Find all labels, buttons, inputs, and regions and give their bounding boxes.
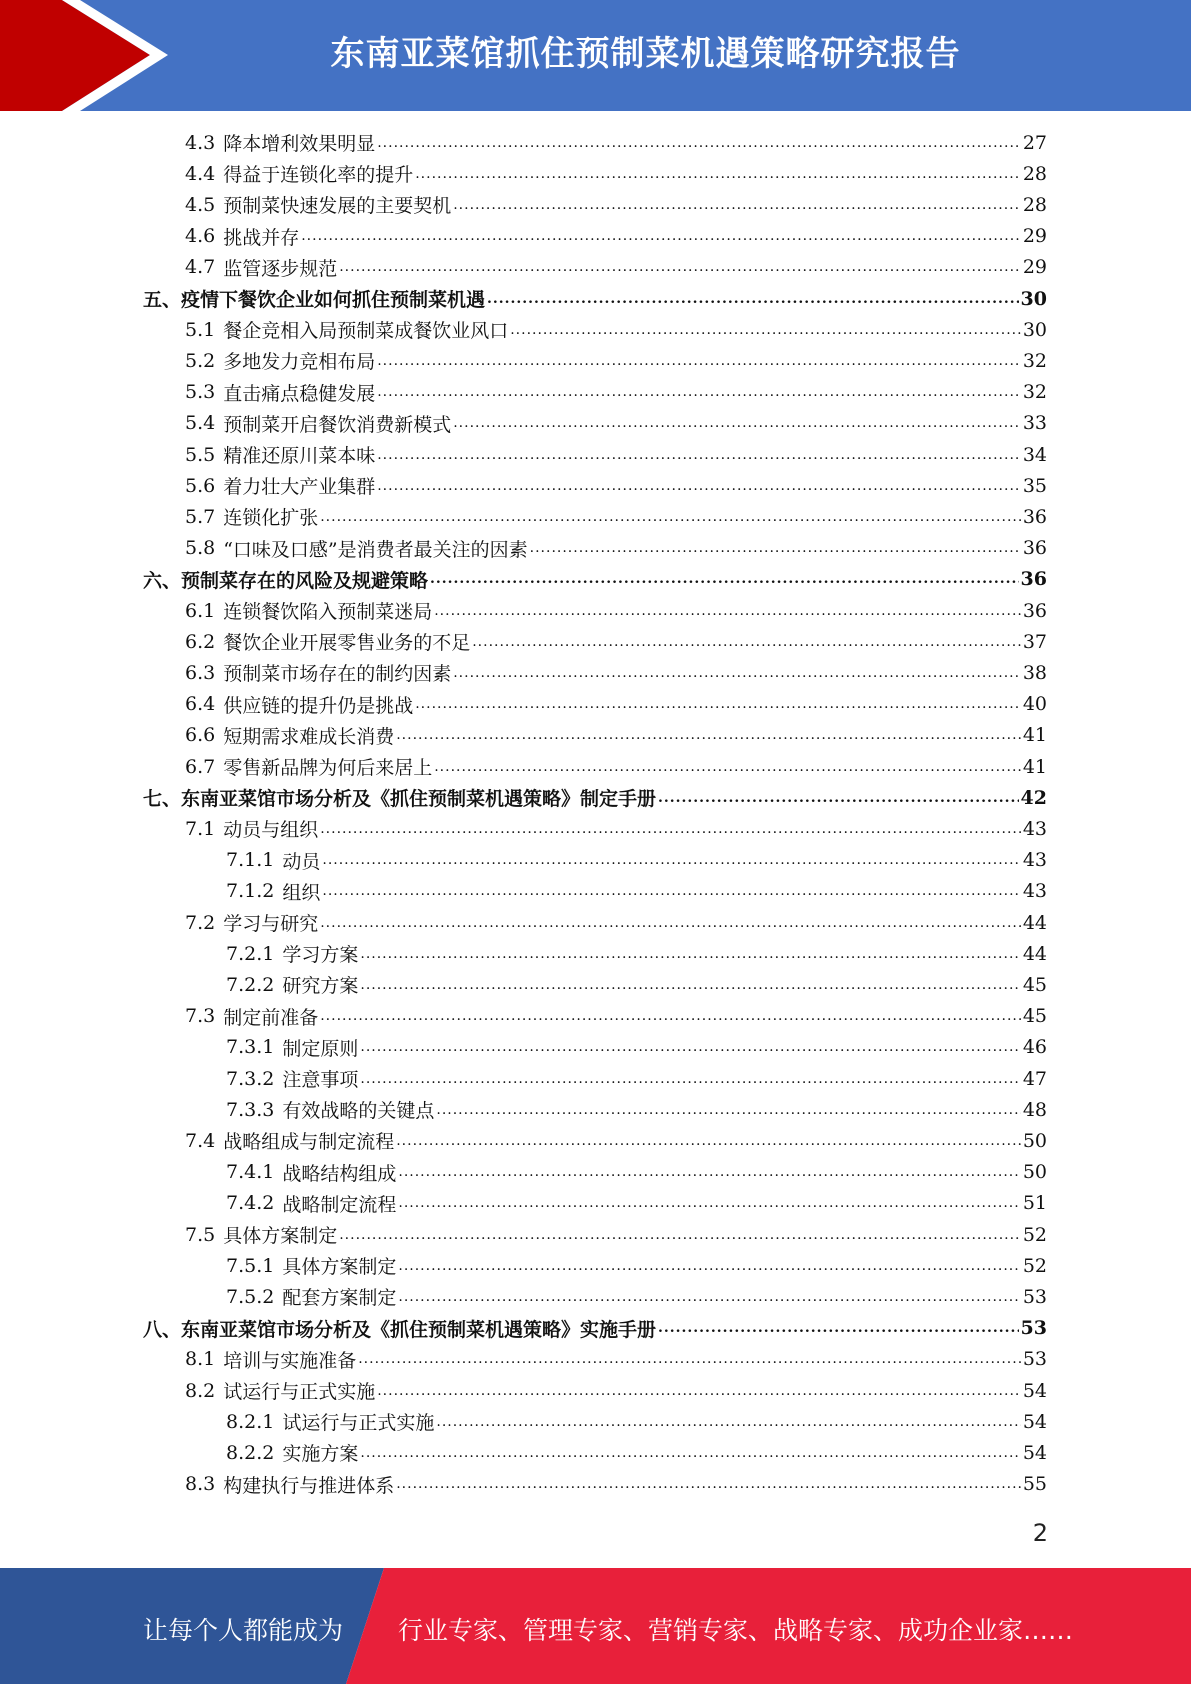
toc-entry[interactable] <box>185 1219 1047 1250</box>
toc-entry-number: 4.6 <box>185 225 216 248</box>
toc-entry[interactable] <box>185 1125 1047 1156</box>
toc-entry-number: 7.3 <box>185 1005 216 1028</box>
toc-entry[interactable] <box>185 470 1047 501</box>
toc-entry-page: 28 <box>1022 162 1047 185</box>
toc-entry-number: 5.2 <box>185 349 216 372</box>
toc-leader-dots <box>301 226 1021 246</box>
toc-leader-dots <box>396 1474 1021 1494</box>
toc-entry-title: 监管逐步规范 <box>223 257 338 280</box>
toc-entry-number: 6.7 <box>185 755 216 778</box>
toc-entry[interactable] <box>226 1094 1047 1125</box>
toc-entry[interactable] <box>185 626 1047 657</box>
toc-entry[interactable] <box>226 1437 1047 1468</box>
toc-entry-page: 36 <box>1020 568 1047 591</box>
toc-entry-number: 7.4 <box>185 1129 216 1152</box>
toc-leader-dots <box>658 1318 1019 1338</box>
toc-entry-page: 48 <box>1022 1098 1047 1121</box>
toc-leader-dots <box>436 1412 1020 1432</box>
toc-entry-page: 32 <box>1022 381 1047 404</box>
toc-entry[interactable] <box>185 252 1047 283</box>
toc-entry-title: 零售新品牌为何后来居上 <box>223 757 433 779</box>
footer-slogan-right: 行业专家、管理专家、营销专家、战略专家、成功企业家…… <box>398 1616 1074 1645</box>
toc-entry-title: 降本增利效果明显 <box>223 133 376 155</box>
toc-entry-page: 45 <box>1022 973 1047 996</box>
toc-entry-number: 5.6 <box>185 474 216 497</box>
toc-entry-page: 35 <box>1022 474 1047 497</box>
toc-leader-dots <box>510 320 1021 340</box>
toc-entry-page: 30 <box>1020 287 1047 310</box>
toc-entry-number: 7.3.2 <box>226 1067 275 1090</box>
toc-entry-number: 7.3.3 <box>226 1098 275 1121</box>
toc-entry-title: 学习方案 <box>282 944 359 967</box>
toc-entry-title: 七、东南亚菜馆市场分析及《抓住预制菜机遇策略》制定手册 <box>143 788 657 811</box>
toc-entry-title: 五、疫情下餐饮企业如何抓住预制菜机遇 <box>143 289 486 311</box>
toc-entry-number: 7.2 <box>185 911 216 934</box>
toc-entry-number: 7.2.2 <box>226 973 275 996</box>
toc-entry-title: 预制菜快速发展的主要契机 <box>223 195 452 218</box>
toc-entry-number: 8.3 <box>185 1473 216 1496</box>
toc-entry-number: 5.3 <box>185 381 216 404</box>
toc-entry-page: 28 <box>1022 193 1047 216</box>
toc-entry[interactable] <box>185 1001 1047 1032</box>
toc-entry[interactable] <box>185 751 1047 782</box>
toc-entry-title: 实施方案 <box>282 1443 359 1466</box>
toc-leader-dots <box>415 694 1021 714</box>
toc-entry-title: 八、东南亚菜馆市场分析及《抓住预制菜机遇策略》实施手册 <box>143 1318 657 1341</box>
toc-entry-title: 试运行与正式实施 <box>282 1412 435 1435</box>
toc-entry-title: 学习与研究 <box>223 913 319 935</box>
toc-entry[interactable] <box>185 221 1047 252</box>
toc-entry-number: 6.2 <box>185 630 216 653</box>
page-footer <box>0 1568 1191 1684</box>
toc-entry-page: 53 <box>1020 1317 1047 1340</box>
toc-leader-dots <box>453 195 1021 215</box>
toc-leader-dots <box>434 757 1021 777</box>
toc-entry[interactable] <box>185 127 1047 158</box>
toc-leader-dots <box>415 164 1021 184</box>
toc-entry-page: 41 <box>1022 755 1047 778</box>
toc-entry[interactable] <box>226 1281 1047 1312</box>
toc-leader-dots <box>398 1256 1020 1276</box>
toc-entry-title: 餐饮企业开展零售业务的不足 <box>223 632 471 655</box>
toc-entry[interactable] <box>185 813 1047 844</box>
toc-entry-page: 36 <box>1022 505 1047 528</box>
toc-entry[interactable] <box>185 533 1047 564</box>
toc-entry[interactable] <box>226 1032 1047 1063</box>
toc-entry-number: 4.4 <box>185 162 216 185</box>
toc-entry[interactable] <box>226 876 1047 907</box>
toc-leader-dots <box>358 1349 1021 1369</box>
toc-entry-title: 动员 <box>282 850 321 873</box>
toc-entry-page: 52 <box>1022 1223 1047 1246</box>
toc-entry-title: 试运行与正式实施 <box>223 1381 376 1403</box>
toc-entry[interactable] <box>226 938 1047 969</box>
toc-entry-page: 30 <box>1022 318 1047 341</box>
toc-entry-title: 组织 <box>282 881 321 904</box>
toc-leader-dots <box>339 257 1021 277</box>
toc-entry-page: 54 <box>1022 1441 1047 1464</box>
toc-entry[interactable] <box>226 1157 1047 1188</box>
toc-leader-dots <box>360 1037 1020 1057</box>
toc-entry-page: 29 <box>1022 225 1047 248</box>
toc-entry[interactable] <box>185 720 1047 751</box>
toc-entry-page: 37 <box>1022 630 1047 653</box>
page-number: 2 <box>1032 1519 1048 1547</box>
toc-leader-dots <box>360 944 1020 964</box>
toc-leader-dots <box>396 1131 1021 1151</box>
toc-entry[interactable] <box>185 158 1047 189</box>
toc-entry[interactable] <box>226 845 1047 876</box>
toc-entry-number: 7.1.2 <box>226 880 275 903</box>
toc-entry-title: 具体方案制定 <box>282 1256 397 1279</box>
toc-entry-number: 6.3 <box>185 661 216 684</box>
toc-entry-page: 52 <box>1022 1254 1047 1277</box>
toc-entry-number: 5.7 <box>185 505 216 528</box>
toc-entry-title: “口味及口感”是消费者最关注的因素 <box>223 538 528 561</box>
toc-entry-page: 40 <box>1022 693 1047 716</box>
toc-entry-title: 注意事项 <box>282 1069 359 1091</box>
toc-entry-page: 46 <box>1022 1036 1047 1059</box>
toc-leader-dots <box>398 1193 1020 1213</box>
toc-leader-dots <box>472 632 1021 652</box>
toc-entry-number: 7.1 <box>185 817 216 840</box>
toc-entry-page: 44 <box>1022 911 1047 934</box>
toc-entry-number: 7.4.1 <box>226 1161 275 1184</box>
toc-entry[interactable] <box>143 564 1047 595</box>
footer-slogan-left: 让每个人都能成为 <box>143 1616 344 1645</box>
toc-leader-dots <box>320 913 1021 933</box>
toc-entry-title: 着力壮大产业集群 <box>223 476 376 499</box>
toc-entry-number: 8.2.2 <box>226 1441 275 1464</box>
toc-entry-page: 54 <box>1022 1410 1047 1433</box>
toc-entry-page: 43 <box>1022 880 1047 903</box>
toc-leader-dots <box>322 850 1020 870</box>
toc-leader-dots <box>453 663 1021 683</box>
toc-entry-number: 4.5 <box>185 193 216 216</box>
toc-entry-number: 7.2.1 <box>226 942 275 965</box>
toc-entry-page: 36 <box>1022 599 1047 622</box>
toc-entry-page: 32 <box>1022 349 1047 372</box>
toc-leader-dots <box>436 1100 1020 1120</box>
toc-entry-title: 制定原则 <box>282 1037 359 1060</box>
toc-entry-page: 33 <box>1022 412 1047 435</box>
toc-entry-title: 短期需求难成长消费 <box>223 725 395 748</box>
toc-leader-dots <box>658 788 1019 808</box>
toc-entry-title: 制定前准备 <box>223 1006 319 1029</box>
toc-entry-number: 7.5.1 <box>226 1254 275 1277</box>
toc-entry-number: 5.5 <box>185 443 216 466</box>
toc-entry-page: 38 <box>1022 661 1047 684</box>
toc-leader-dots <box>377 445 1021 465</box>
toc-entry[interactable] <box>226 1406 1047 1437</box>
toc-entry[interactable] <box>185 689 1047 720</box>
toc-entry[interactable] <box>185 657 1047 688</box>
toc-leader-dots <box>320 819 1021 839</box>
toc-entry-number: 7.3.1 <box>226 1036 275 1059</box>
toc-entry[interactable] <box>143 283 1047 314</box>
document-title: 东南亚菜馆抓住预制菜机遇策略研究报告 <box>330 34 961 74</box>
toc-leader-dots <box>360 975 1020 995</box>
toc-entry[interactable] <box>185 907 1047 938</box>
toc-entry-page: 43 <box>1022 849 1047 872</box>
toc-entry-page: 29 <box>1022 256 1047 279</box>
toc-leader-dots <box>377 476 1021 496</box>
toc-entry-title: 构建执行与推进体系 <box>223 1474 395 1497</box>
toc-entry[interactable] <box>185 408 1047 439</box>
toc-entry-number: 5.1 <box>185 318 216 341</box>
toc-entry[interactable] <box>226 969 1047 1000</box>
toc-entry-number: 7.1.1 <box>226 849 275 872</box>
toc-entry-number: 6.4 <box>185 693 216 716</box>
toc-entry[interactable] <box>226 1250 1047 1281</box>
toc-entry-number: 8.1 <box>185 1348 216 1371</box>
toc-entry-title: 预制菜市场存在的制约因素 <box>223 663 452 686</box>
toc-entry-title: 预制菜开启餐饮消费新模式 <box>223 413 452 436</box>
toc-entry-page: 55 <box>1022 1473 1047 1496</box>
toc-leader-dots <box>398 1162 1020 1182</box>
toc-leader-dots <box>430 569 1019 589</box>
toc-entry-page: 50 <box>1022 1129 1047 1152</box>
toc-entry[interactable] <box>143 782 1047 813</box>
toc-entry[interactable] <box>185 345 1047 376</box>
toc-entry-title: 供应链的提升仍是挑战 <box>223 694 414 717</box>
toc-leader-dots <box>360 1069 1020 1089</box>
toc-entry-title: 动员与组织 <box>223 819 319 842</box>
toc-entry-title: 有效战略的关键点 <box>282 1100 435 1123</box>
toc-entry-page: 53 <box>1022 1348 1047 1371</box>
toc-entry-title: 餐企竞相入局预制菜成餐饮业风口 <box>223 320 509 343</box>
toc-entry[interactable] <box>185 189 1047 220</box>
toc-leader-dots <box>434 601 1021 621</box>
toc-entry-page: 27 <box>1022 131 1047 154</box>
toc-entry-number: 7.5.2 <box>226 1285 275 1308</box>
toc-entry-number: 5.8 <box>185 537 216 560</box>
toc-entry-page: 42 <box>1020 786 1047 809</box>
toc-entry[interactable] <box>226 1063 1047 1094</box>
toc-leader-dots <box>530 538 1021 558</box>
toc-entry-page: 50 <box>1022 1161 1047 1184</box>
toc-entry[interactable] <box>185 1469 1047 1500</box>
toc-entry[interactable] <box>185 595 1047 626</box>
toc-entry[interactable] <box>185 1344 1047 1375</box>
toc-entry-title: 多地发力竞相布局 <box>223 351 376 374</box>
toc-entry-title: 连锁化扩张 <box>223 507 319 530</box>
toc-entry-number: 6.1 <box>185 599 216 622</box>
toc-entry-title: 得益于连锁化率的提升 <box>223 164 414 187</box>
toc-entry-page: 47 <box>1022 1067 1047 1090</box>
toc-leader-dots <box>377 133 1021 153</box>
toc-entry-title: 六、预制菜存在的风险及规避策略 <box>143 569 429 592</box>
toc-entry-page: 36 <box>1022 537 1047 560</box>
toc-entry-number: 7.4.2 <box>226 1192 275 1215</box>
toc-leader-dots <box>377 351 1021 371</box>
toc-entry-page: 53 <box>1022 1285 1047 1308</box>
toc-leader-dots <box>320 1006 1021 1026</box>
toc-entry-page: 45 <box>1022 1005 1047 1028</box>
toc-entry-title: 研究方案 <box>282 975 359 998</box>
page-header <box>0 0 1191 111</box>
toc-entry[interactable] <box>226 1188 1047 1219</box>
toc-entry-title: 配套方案制定 <box>282 1287 397 1310</box>
toc-entry-page: 51 <box>1022 1192 1047 1215</box>
toc-leader-dots <box>487 289 1019 309</box>
toc-entry-number: 7.5 <box>185 1223 216 1246</box>
toc-entry[interactable] <box>185 501 1047 532</box>
toc-entry[interactable] <box>185 377 1047 408</box>
toc-entry-number: 8.2 <box>185 1379 216 1402</box>
toc-entry[interactable] <box>185 1375 1047 1406</box>
toc-entry-number: 6.6 <box>185 724 216 747</box>
toc-leader-dots <box>396 725 1021 745</box>
toc-entry[interactable] <box>143 1313 1047 1344</box>
toc-leader-dots <box>320 507 1021 527</box>
toc-entry-page: 54 <box>1022 1379 1047 1402</box>
toc-entry-number: 4.7 <box>185 256 216 279</box>
toc-entry-title: 培训与实施准备 <box>223 1349 357 1372</box>
toc-entry-number: 8.2.1 <box>226 1410 275 1433</box>
toc-entry-title: 战略结构组成 <box>282 1162 397 1185</box>
toc-entry-title: 战略组成与制定流程 <box>223 1131 395 1154</box>
toc-leader-dots <box>377 1381 1021 1401</box>
toc-entry-title: 具体方案制定 <box>223 1225 338 1247</box>
toc-leader-dots <box>453 413 1021 433</box>
toc-leader-dots <box>322 881 1020 901</box>
toc-entry-page: 43 <box>1022 817 1047 840</box>
toc-entry-number: 5.4 <box>185 412 216 435</box>
toc-leader-dots <box>377 382 1021 402</box>
toc-entry-page: 41 <box>1022 724 1047 747</box>
toc-entry-number: 4.3 <box>185 131 216 154</box>
toc-leader-dots <box>339 1225 1021 1245</box>
toc-entry-page: 34 <box>1022 443 1047 466</box>
toc-entry-title: 挑战并存 <box>223 226 300 249</box>
toc-entry-title: 战略制定流程 <box>282 1193 397 1216</box>
toc-entry-page: 44 <box>1022 942 1047 965</box>
toc-leader-dots <box>360 1443 1020 1463</box>
toc-entry-title: 直击痛点稳健发展 <box>223 382 376 405</box>
toc-leader-dots <box>398 1287 1020 1307</box>
toc-entry[interactable] <box>185 439 1047 470</box>
toc-entry-title: 连锁餐饮陷入预制菜迷局 <box>223 601 433 623</box>
toc-entry[interactable] <box>185 314 1047 345</box>
toc-entry-title: 精准还原川菜本味 <box>223 445 376 467</box>
